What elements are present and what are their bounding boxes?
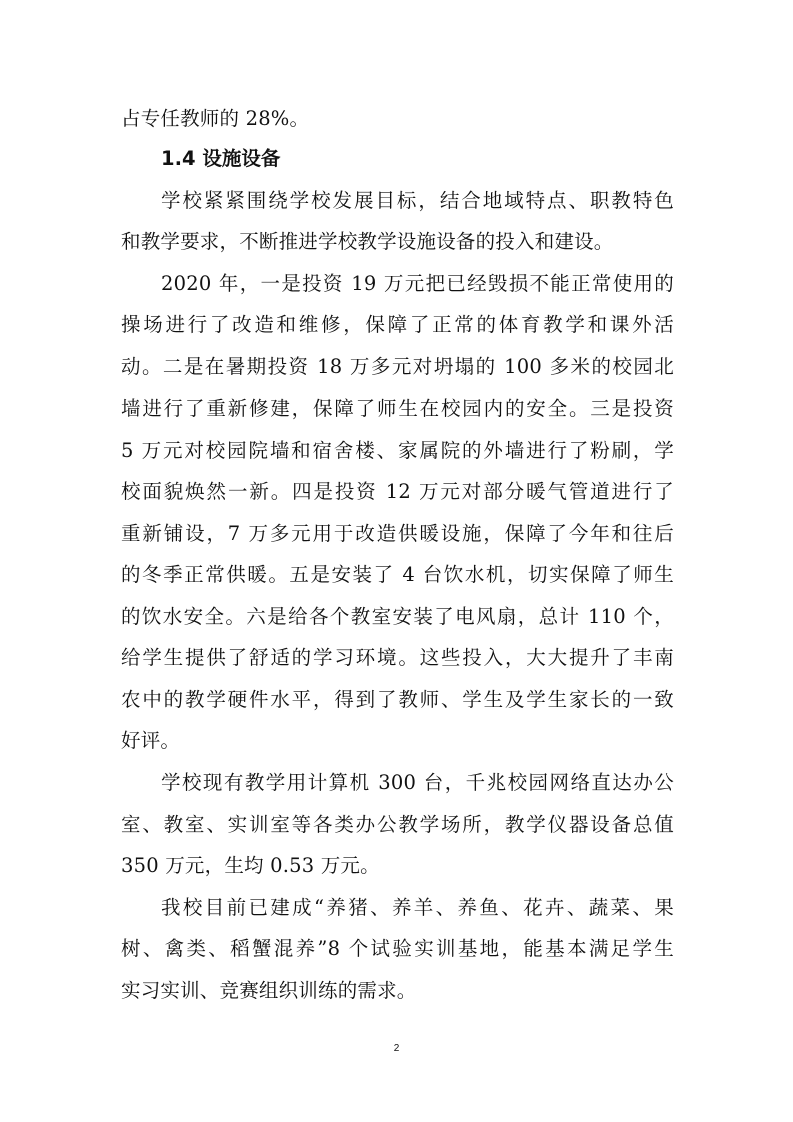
text-line: 实习实训、竞赛组织训练的需求。	[121, 979, 417, 1002]
text-line: 350 万元，生均 0.53 万元。	[121, 854, 380, 877]
text-line: 的冬季正常供暖。五是安装了 4 台饮水机，切实保障了师生	[121, 563, 674, 586]
text-line: 室、教室、实训室等各类办公教学场所，教学仪器设备总值	[121, 813, 674, 836]
text-line: 校面貌焕然一新。四是投资 12 万元对部分暖气管道进行了	[121, 480, 674, 503]
page-number: 2	[393, 1043, 400, 1054]
text-line: 5 万元对校园院墙和宿舍楼、家属院的外墙进行了粉刷，学	[121, 439, 674, 462]
text-line: 学校现有教学用计算机 300 台，千兆校园网络直达办公	[161, 771, 674, 794]
text-line: 操场进行了改造和维修，保障了正常的体育教学和课外活	[121, 313, 674, 336]
text-line: 农中的教学硬件水平，得到了教师、学生及学生家长的一致	[121, 688, 674, 711]
text-line: 好评。	[121, 729, 181, 752]
text-line: 的饮水安全。六是给各个教室安装了电风扇，总计 110 个，	[121, 605, 674, 628]
text-line: 和教学要求，不断推进学校教学设施设备的投入和建设。	[121, 230, 614, 253]
text-line: 学校紧紧围绕学校发展目标，结合地域特点、职教特色	[161, 189, 674, 212]
text-line: 树、禽类、稻蟹混养”8 个试验实训基地，能基本满足学生	[121, 937, 674, 960]
text-line: 动。二是在暑期投资 18 万多元对坍塌的 100 多米的校园北	[121, 355, 674, 378]
text-line: 重新铺设，7 万多元用于改造供暖设施，保障了今年和往后	[121, 522, 674, 545]
text-line: 2020 年，一是投资 19 万元把已经毁损不能正常使用的	[161, 272, 674, 295]
text-line: 给学生提供了舒适的学习环境。这些投入，大大提升了丰南	[121, 646, 674, 669]
text-line: 墙进行了重新修建，保障了师生在校园内的安全。三是投资	[121, 397, 674, 420]
section-heading: 1.4 设施设备	[161, 147, 281, 170]
text-line: 我校目前已建成“养猪、养羊、养鱼、花卉、蔬菜、果	[161, 896, 674, 919]
text-line-prev-paragraph-end: 占专任教师的 28%。	[121, 107, 310, 130]
